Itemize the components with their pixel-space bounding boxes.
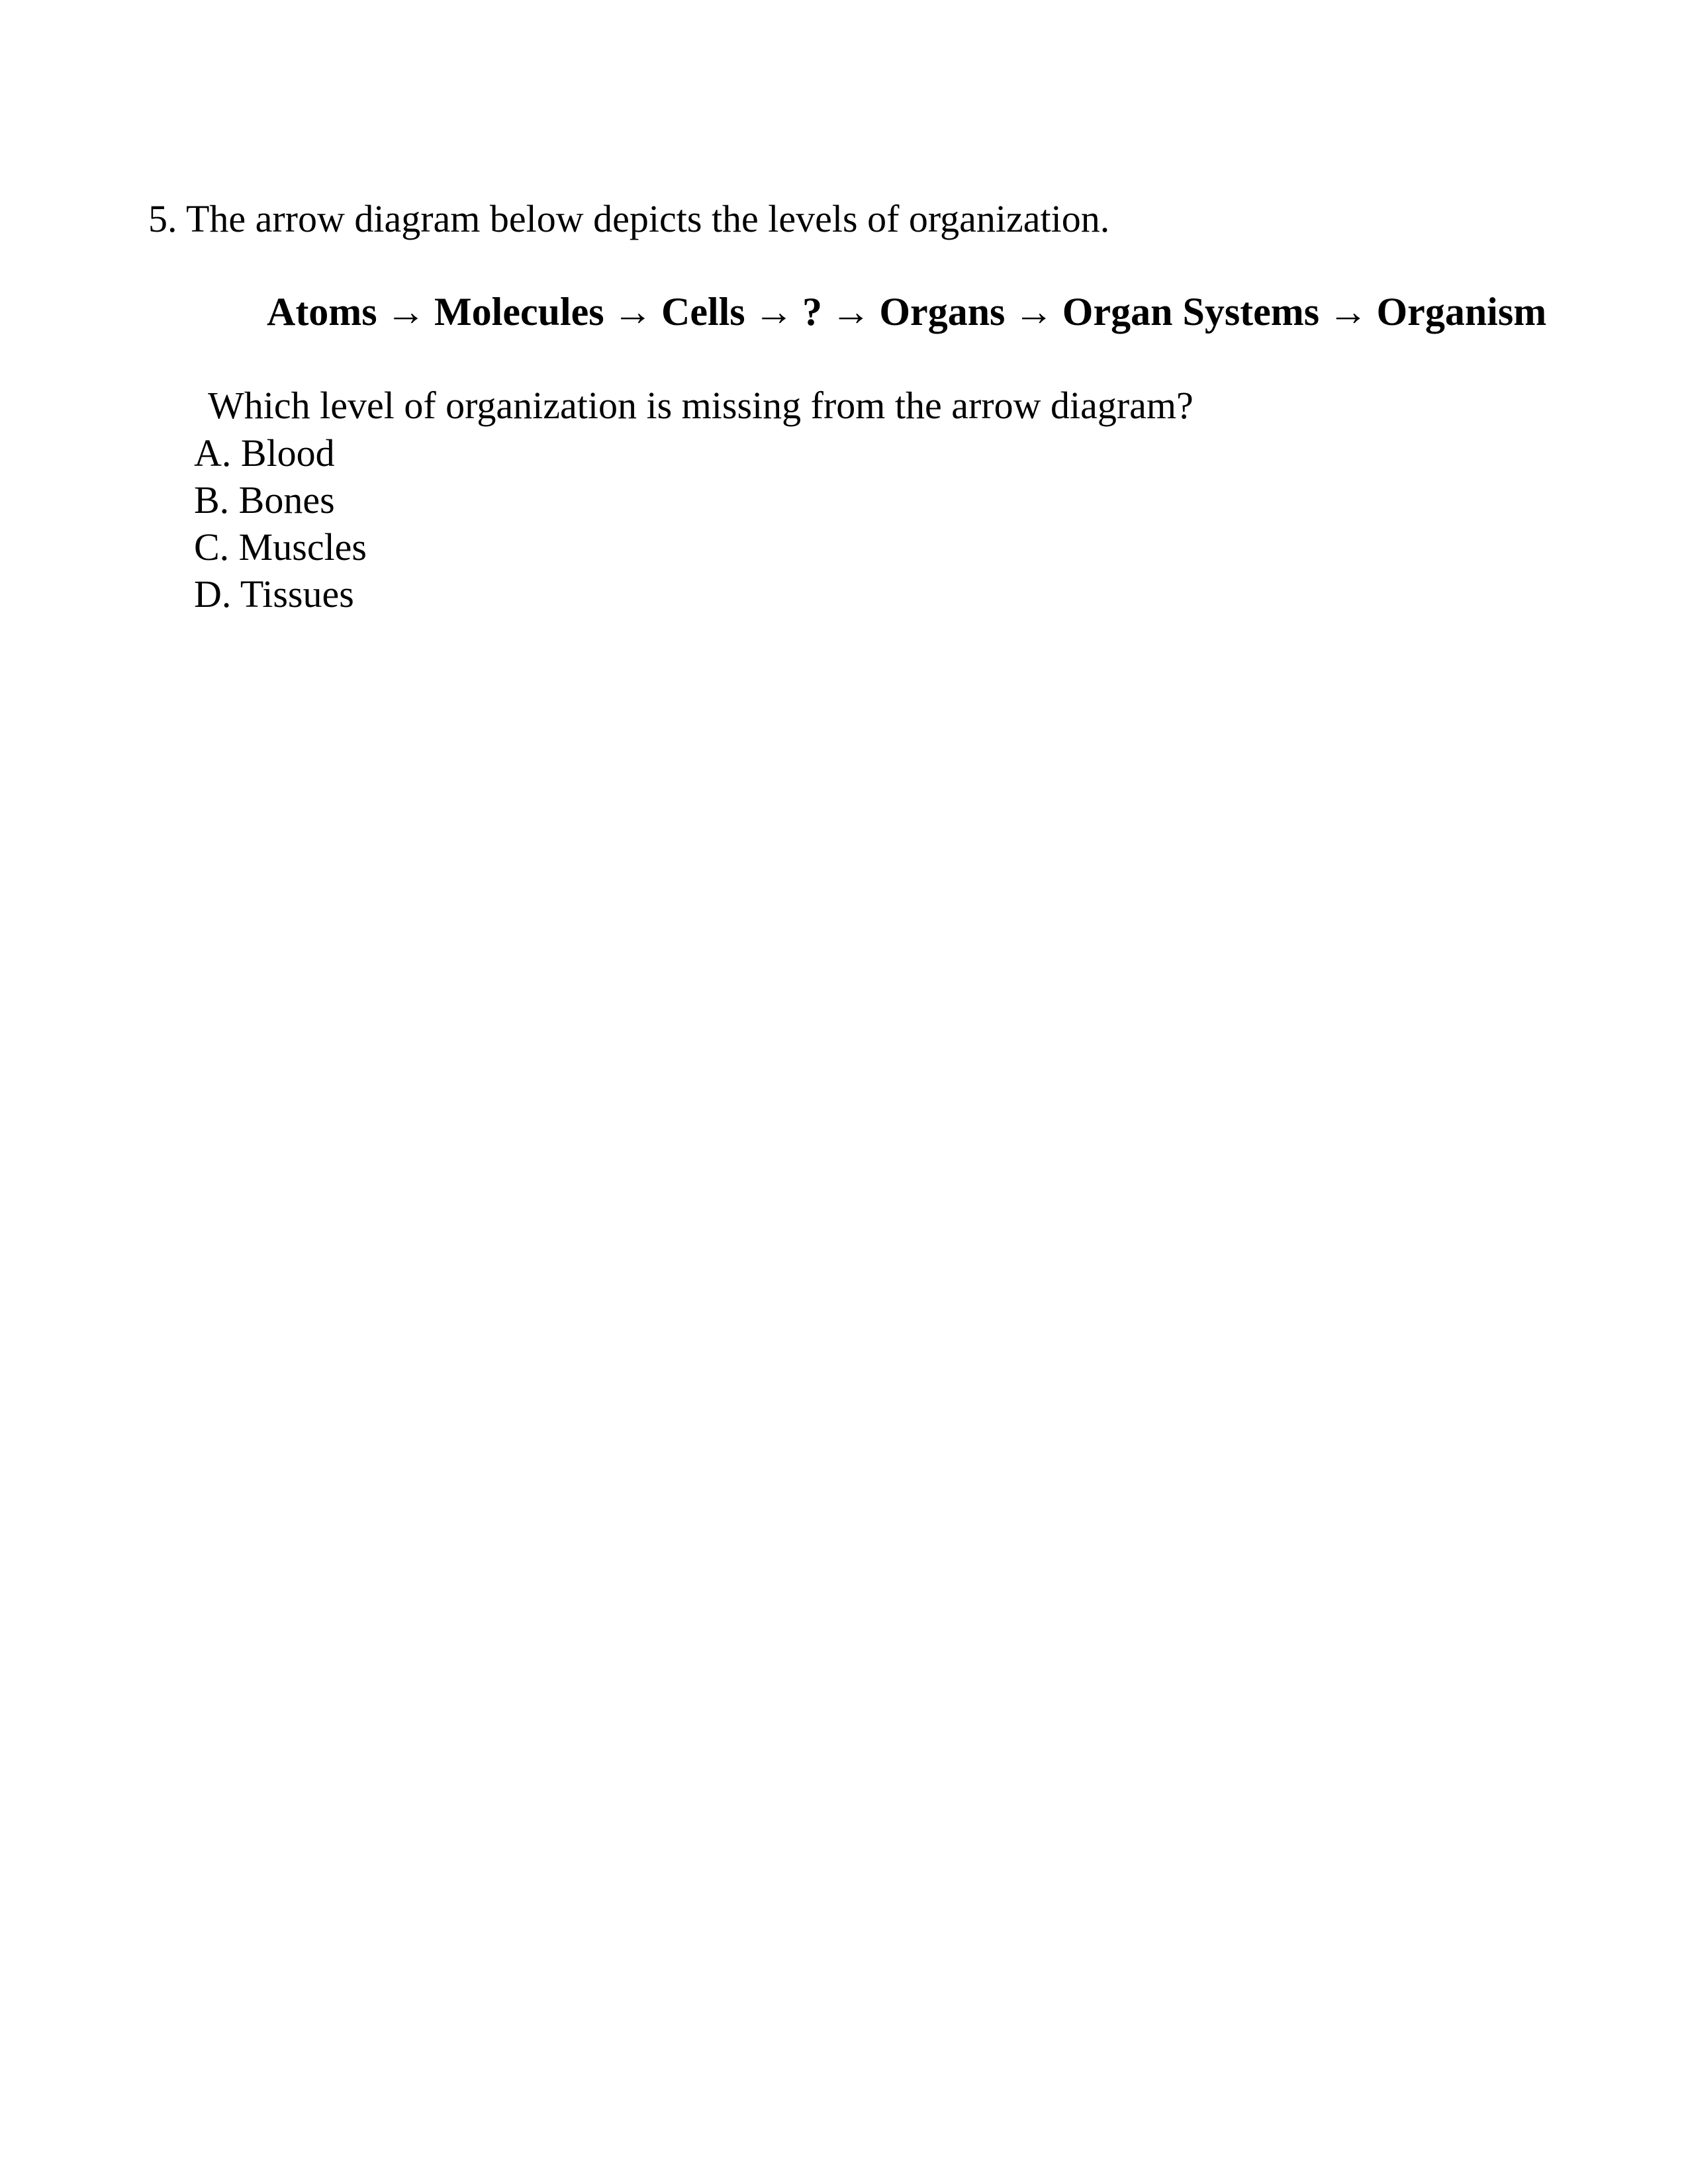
choice-d: D. Tissues bbox=[194, 572, 354, 615]
diagram-node-atoms: Atoms bbox=[267, 290, 377, 334]
arrow-diagram bbox=[267, 288, 1546, 336]
diagram-node-organism: Organism bbox=[1376, 290, 1547, 334]
diagram-node-organs: Organs bbox=[879, 290, 1006, 334]
choice-a: A. Blood bbox=[194, 432, 335, 475]
question-text: 5. The arrow diagram below depicts the levels of organization. bbox=[148, 197, 1110, 240]
right-arrow-icon: → bbox=[753, 290, 794, 334]
diagram-node-organ-systems: Organ Systems bbox=[1062, 290, 1320, 334]
right-arrow-icon: → bbox=[385, 290, 426, 334]
choice-c: C. Muscles bbox=[194, 525, 367, 569]
right-arrow-icon: → bbox=[1328, 290, 1368, 334]
right-arrow-icon: → bbox=[831, 290, 871, 334]
answer-choices bbox=[194, 430, 367, 618]
choice-b: B. Bones bbox=[194, 478, 335, 522]
diagram-node-missing: ? bbox=[802, 290, 823, 334]
right-arrow-icon: → bbox=[1013, 290, 1054, 334]
diagram-node-cells: Cells bbox=[661, 290, 745, 334]
right-arrow-icon: → bbox=[612, 290, 653, 334]
diagram-node-molecules: Molecules bbox=[434, 290, 604, 334]
prompt-text: Which level of organization is missing from the arrow diagram? bbox=[208, 384, 1194, 427]
